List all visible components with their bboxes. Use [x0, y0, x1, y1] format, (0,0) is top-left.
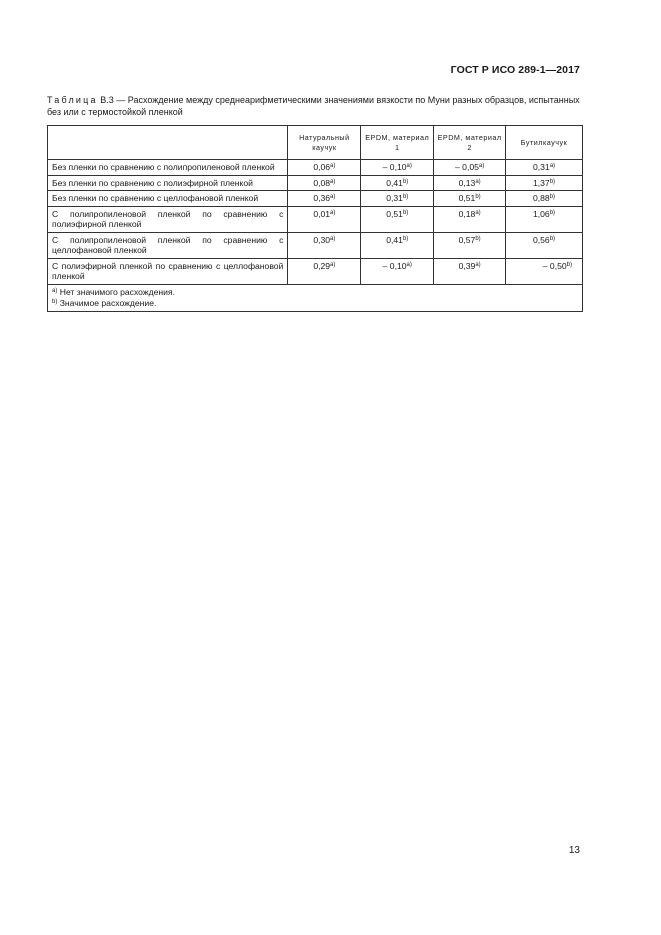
footnote-b: [52, 298, 578, 309]
cell-footnote-mark: a): [475, 178, 481, 185]
table-row: [48, 232, 583, 258]
table-caption: [47, 94, 583, 118]
cell-footnote-mark: b): [402, 235, 409, 242]
cell-footnote-mark: a): [406, 163, 412, 169]
row-label: Без пленки по сравнению с целлофановой пленкой: [48, 191, 288, 207]
value-cell: [288, 206, 361, 232]
value-cell: [506, 160, 583, 176]
value-cell: [434, 232, 506, 258]
cell-value: 0,06: [313, 162, 331, 172]
footnote-b-mark: b): [52, 298, 58, 305]
footnote-a-mark: a): [52, 287, 58, 294]
footnote-a-text: Нет значимого расхождения.: [59, 286, 175, 297]
header-cell-epdm-1: EPDM, материал 1: [361, 126, 434, 160]
value-cell: [361, 175, 434, 191]
cell-value: 0,01: [313, 208, 331, 219]
cell-value: 0,41: [386, 177, 403, 188]
value-cell: [361, 191, 434, 207]
cell-footnote-mark: b): [549, 235, 556, 242]
cell-value: 0,30: [313, 234, 331, 245]
cell-value: 0,51: [458, 193, 476, 203]
header-cell-butyl-rubber: Бутилкаучук: [506, 126, 583, 160]
value-cell: [506, 258, 583, 284]
table-row: [48, 258, 583, 284]
cell-footnote-mark: a): [330, 178, 336, 185]
footnote-b-text: Значимое расхождение.: [59, 297, 157, 308]
value-cell: [288, 232, 361, 258]
cell-footnote-mark: b): [402, 194, 409, 200]
caption-label: Таблица: [47, 95, 98, 105]
value-cell: [361, 160, 434, 176]
cell-footnote-mark: b): [402, 178, 409, 185]
cell-footnote-mark: a): [475, 209, 481, 216]
footnote-a: [52, 287, 578, 298]
value-cell: [434, 258, 506, 284]
cell-value: 0,56: [532, 234, 550, 245]
value-cell: [506, 232, 583, 258]
cell-footnote-mark: a): [330, 163, 336, 169]
row-label: С полипропиленовой пленкой по сравнению с целлофановой пленкой: [48, 232, 288, 258]
cell-value: 0,31: [532, 162, 550, 172]
cell-value: 1,37: [532, 177, 550, 188]
cell-value: – 0,10: [382, 260, 407, 271]
cell-footnote-mark: a): [330, 209, 336, 216]
row-label: Без пленки по сравнению с полиэфирной пленкой: [48, 175, 288, 191]
caption-number: В.3: [100, 95, 114, 105]
cell-value: 0,57: [458, 234, 476, 245]
cell-footnote-mark: a): [406, 261, 412, 268]
value-cell: [361, 206, 434, 232]
value-cell: [434, 191, 506, 207]
value-cell: [288, 258, 361, 284]
row-label: С полипропиленовой пленкой по сравнению с полиэфирной пленкой: [48, 206, 288, 232]
cell-footnote-mark: a): [330, 235, 336, 242]
cell-footnote-mark: b): [475, 194, 481, 200]
header-cell-natural-rubber: Натуральный каучук: [288, 126, 361, 160]
cell-value: 0,39: [458, 260, 476, 271]
value-cell: [288, 175, 361, 191]
value-cell: [506, 175, 583, 191]
cell-value: 0,31: [386, 193, 403, 203]
row-label: Без пленки по сравнению с полипропиленовой пленкой: [48, 160, 288, 176]
table-header-row: [48, 126, 583, 160]
cell-value: 0,88: [532, 193, 550, 203]
cell-value: 0,41: [386, 234, 403, 245]
comparison-table: [47, 125, 583, 312]
cell-value: 0,13: [458, 177, 476, 188]
page-number: 13: [568, 845, 580, 856]
header-cell-empty: [48, 126, 288, 160]
cell-footnote-mark: a): [549, 163, 556, 169]
table-row: [48, 206, 583, 232]
cell-value: 0,51: [386, 208, 403, 219]
cell-footnote-mark: a): [478, 163, 485, 169]
caption-text: Расхождение между среднеарифметическими значениями вязкости по Муни разных образцов, испытанных без или с термостойкой пленкой: [47, 95, 580, 117]
table-row: [48, 191, 583, 207]
cell-value: 0,08: [313, 177, 331, 188]
value-cell: [288, 191, 361, 207]
value-cell: [506, 191, 583, 207]
cell-footnote-mark: a): [330, 194, 336, 200]
header-cell-epdm-2: EPDM, материал 2: [434, 126, 506, 160]
value-cell: [434, 206, 506, 232]
cell-value: 0,36: [313, 193, 331, 203]
table-row: [48, 175, 583, 191]
cell-footnote-mark: a): [330, 261, 336, 268]
table-notes-row: [48, 284, 583, 311]
cell-value: 0,18: [458, 208, 476, 219]
cell-value: 0,29: [313, 260, 331, 271]
value-cell: [361, 232, 434, 258]
document-code: ГОСТ Р ИСО 289-1—2017: [450, 64, 580, 76]
caption-dash: —: [116, 95, 126, 105]
cell-footnote-mark: b): [549, 178, 556, 185]
cell-value: – 0,05: [455, 162, 479, 172]
row-label: С полиэфирной пленкой по сравнению с целлофановой пленкой: [48, 258, 288, 284]
value-cell: [288, 160, 361, 176]
value-cell: [506, 206, 583, 232]
cell-footnote-mark: a): [475, 261, 481, 268]
table-notes: [48, 284, 583, 311]
cell-value: – 0,10: [382, 162, 407, 172]
cell-footnote-mark: b): [549, 209, 556, 216]
cell-value: 1,06: [532, 208, 550, 219]
cell-footnote-mark: b): [566, 261, 572, 268]
cell-footnote-mark: b): [549, 194, 556, 200]
value-cell: [361, 258, 434, 284]
cell-value: – 0,50: [542, 260, 567, 271]
table-row: [48, 160, 583, 176]
value-cell: [434, 160, 506, 176]
cell-footnote-mark: b): [402, 209, 409, 216]
value-cell: [434, 175, 506, 191]
cell-footnote-mark: b): [475, 235, 481, 242]
